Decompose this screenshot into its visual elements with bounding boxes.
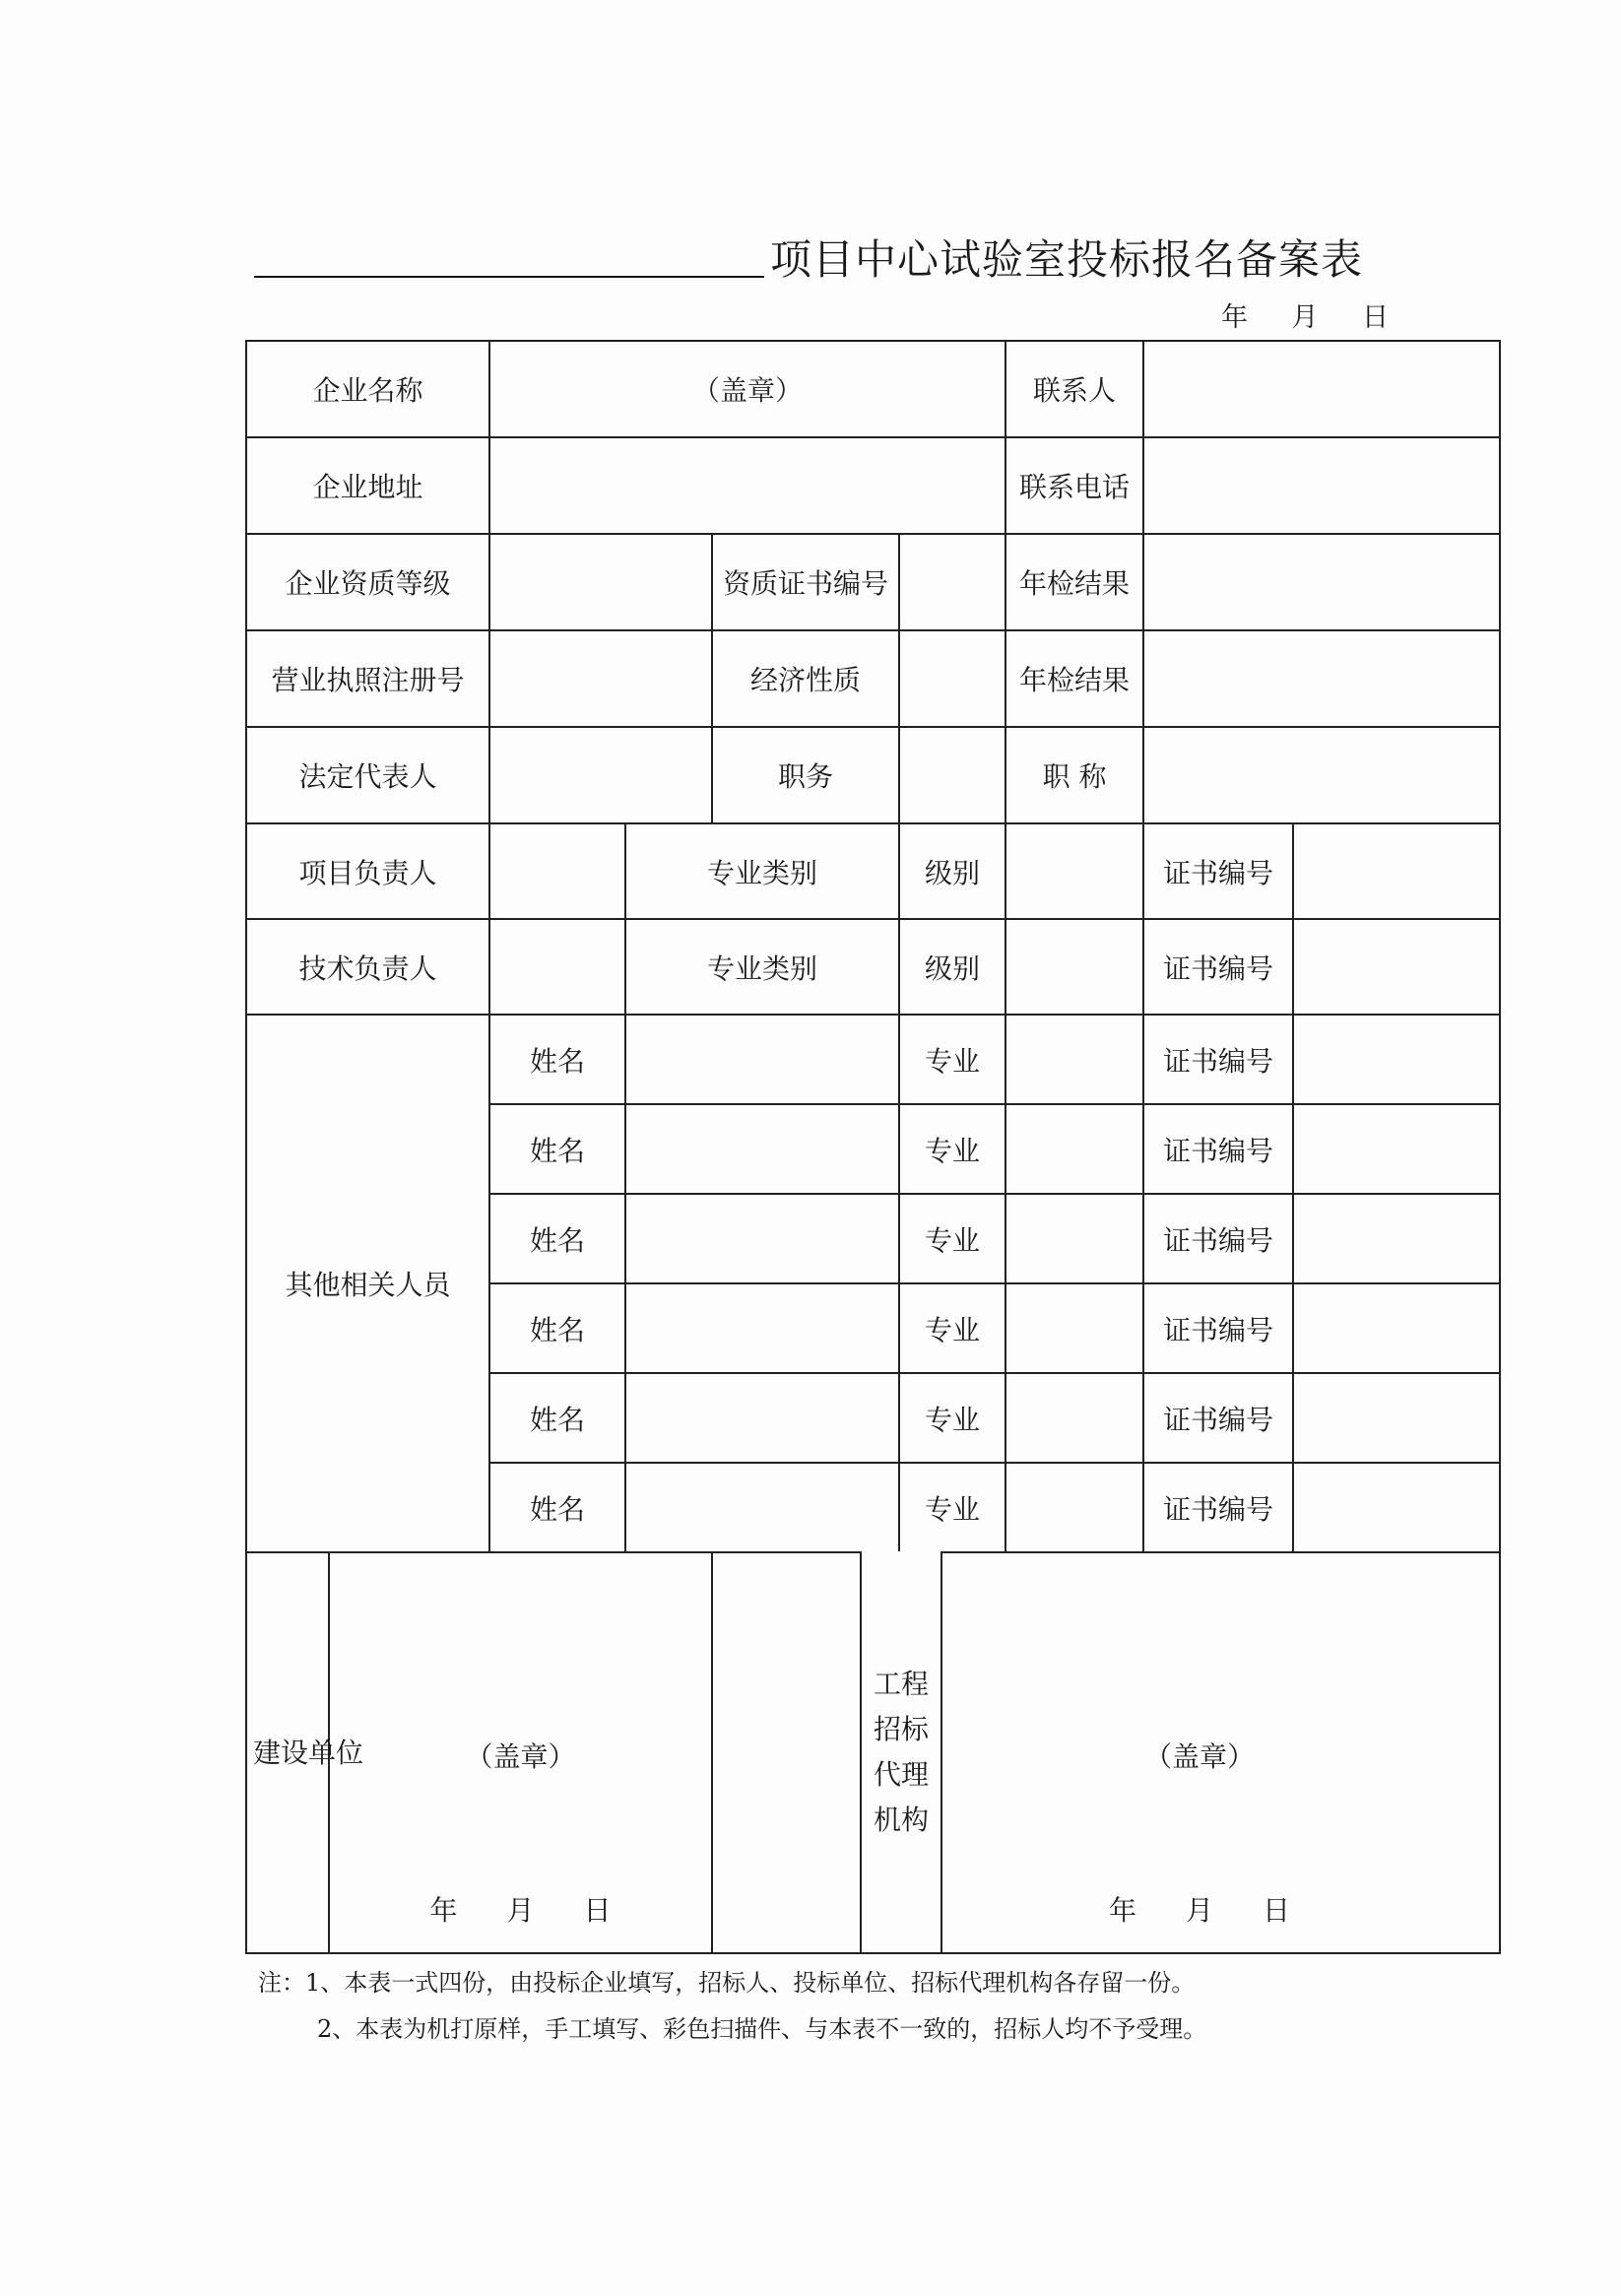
economic-field[interactable] xyxy=(899,630,1005,727)
other-name-field[interactable] xyxy=(625,1194,899,1283)
other-name-field[interactable] xyxy=(625,1104,899,1194)
other-major-label: 专业 xyxy=(899,1283,1005,1373)
other-name-field[interactable] xyxy=(625,1015,899,1104)
other-major-field[interactable] xyxy=(1005,1104,1143,1194)
other-major-label: 专业 xyxy=(899,1194,1005,1283)
tech-lead-label: 技术负责人 xyxy=(246,919,489,1015)
row-legal-rep xyxy=(246,727,1500,823)
row-company-address xyxy=(246,437,1500,534)
project-lead-field[interactable] xyxy=(489,823,625,919)
legal-rep-field[interactable] xyxy=(489,727,712,823)
other-major-label: 专业 xyxy=(899,1015,1005,1104)
legal-rep-label: 法定代表人 xyxy=(246,727,489,823)
company-name-label: 企业名称 xyxy=(246,341,489,437)
other-cert-label: 证书编号 xyxy=(1143,1104,1293,1194)
project-lead-cert-field[interactable] xyxy=(1293,823,1500,919)
builder-label-text: 建设单位 xyxy=(253,1736,364,1769)
builder-date xyxy=(330,1889,711,1929)
other-cert-field[interactable] xyxy=(1293,1194,1500,1283)
other-name-label: 姓名 xyxy=(489,1104,625,1194)
other-major-label: 专业 xyxy=(899,1463,1005,1552)
tech-lead-cert-field[interactable] xyxy=(1293,919,1500,1015)
other-cert-field[interactable] xyxy=(1293,1104,1500,1194)
company-address-label: 企业地址 xyxy=(246,437,489,534)
title-label: 职 称 xyxy=(1005,727,1143,823)
builder-date-month: 月 xyxy=(506,1894,535,1927)
phone-label: 联系电话 xyxy=(1005,437,1143,534)
other-personnel-label: 其他相关人员 xyxy=(246,1015,489,1552)
company-name-field[interactable] xyxy=(489,341,1005,437)
other-name-field[interactable] xyxy=(625,1373,899,1463)
agency-label-text: 工程招标代理机构 xyxy=(873,1667,929,1836)
form-title: 项目中心试验室投标报名备案表 xyxy=(770,235,1364,284)
position-label: 职务 xyxy=(712,727,899,823)
other-cert-field[interactable] xyxy=(1293,1373,1500,1463)
other-major-field[interactable] xyxy=(1005,1373,1143,1463)
title-field[interactable] xyxy=(1143,727,1500,823)
row-project-lead xyxy=(246,823,1500,919)
annual-check-label: 年检结果 xyxy=(1005,534,1143,630)
other-name-label: 姓名 xyxy=(489,1194,625,1283)
tech-lead-field[interactable] xyxy=(489,919,625,1015)
other-name-field[interactable] xyxy=(625,1283,899,1373)
date-day: 日 xyxy=(1362,302,1389,333)
other-cert-field[interactable] xyxy=(1293,1015,1500,1104)
specialty-type-label: 专业类别 xyxy=(707,951,818,985)
contact-field[interactable] xyxy=(1143,341,1500,437)
qualification-field[interactable] xyxy=(489,534,712,630)
annual-check-field-2[interactable] xyxy=(1143,630,1500,727)
builder-stamp-area[interactable] xyxy=(329,1552,712,1953)
position-field[interactable] xyxy=(899,727,1005,823)
other-major-field[interactable] xyxy=(1005,1015,1143,1104)
license-field[interactable] xyxy=(489,630,712,727)
other-name-label: 姓名 xyxy=(489,1283,625,1373)
tech-lead-level-label: 级别 xyxy=(899,919,1005,1015)
other-name-field[interactable] xyxy=(625,1463,899,1552)
other-cert-label: 证书编号 xyxy=(1143,1194,1293,1283)
other-major-field[interactable] xyxy=(1005,1283,1143,1373)
other-cert-label: 证书编号 xyxy=(1143,1463,1293,1552)
project-lead-label: 项目负责人 xyxy=(246,823,489,919)
page-title xyxy=(254,219,1387,288)
license-label: 营业执照注册号 xyxy=(246,630,489,727)
builder-date-day: 日 xyxy=(583,1894,612,1927)
agency-date-day: 日 xyxy=(1263,1894,1291,1927)
other-person-row xyxy=(246,1015,1500,1104)
agency-date xyxy=(900,1889,1499,1929)
other-cert-label: 证书编号 xyxy=(1143,1283,1293,1373)
agency-stamp-area[interactable] xyxy=(899,1552,1500,1953)
row-company-name xyxy=(246,341,1500,437)
builder-date-year: 年 xyxy=(429,1894,458,1927)
qualification-cert-label: 资质证书编号 xyxy=(712,534,899,630)
note-1: 注：1、本表一式四份，由投标企业填写，招标人、投标单位、招标代理机构各存留一份。 xyxy=(258,1969,1196,1997)
tech-lead-specialty[interactable] xyxy=(625,919,899,1015)
phone-field[interactable] xyxy=(1143,437,1500,534)
company-stamp: （盖章） xyxy=(692,374,804,407)
project-name-blank[interactable] xyxy=(254,276,764,278)
builder-label xyxy=(246,1552,364,1953)
economic-label: 经济性质 xyxy=(712,630,899,727)
tech-lead-cert-label: 证书编号 xyxy=(1143,919,1293,1015)
agency-stamp: （盖章） xyxy=(1144,1740,1256,1773)
other-major-label: 专业 xyxy=(899,1373,1005,1463)
other-name-label: 姓名 xyxy=(489,1015,625,1104)
project-lead-level-label: 级别 xyxy=(899,823,1005,919)
specialty-type-label: 专业类别 xyxy=(707,856,818,889)
company-address-field[interactable] xyxy=(489,437,1005,534)
tech-lead-level-field[interactable] xyxy=(1005,919,1143,1015)
other-cert-label: 证书编号 xyxy=(1143,1373,1293,1463)
agency-date-year: 年 xyxy=(1109,1894,1137,1927)
date-year: 年 xyxy=(1221,302,1248,333)
agency-date-month: 月 xyxy=(1186,1894,1214,1927)
project-lead-cert-label: 证书编号 xyxy=(1143,823,1293,919)
row-tech-lead xyxy=(246,919,1500,1015)
agency-label xyxy=(860,1551,942,1952)
note-2: 2、本表为机打原样，手工填写、彩色扫描件、与本表不一致的，招标人均不予受理。 xyxy=(317,2015,1207,2043)
other-major-field[interactable] xyxy=(1005,1194,1143,1283)
qualification-cert-field[interactable] xyxy=(899,534,1005,630)
row-license xyxy=(246,630,1500,727)
date-month: 月 xyxy=(1291,302,1319,333)
other-cert-field[interactable] xyxy=(1293,1463,1500,1552)
qualification-label: 企业资质等级 xyxy=(246,534,489,630)
builder-stamp: （盖章） xyxy=(465,1740,576,1773)
other-major-label: 专业 xyxy=(899,1104,1005,1194)
other-name-label: 姓名 xyxy=(489,1373,625,1463)
annual-check-label-2: 年检结果 xyxy=(1005,630,1143,727)
other-name-label: 姓名 xyxy=(489,1463,625,1552)
other-major-field[interactable] xyxy=(1005,1463,1143,1552)
form-date xyxy=(1221,295,1389,335)
annual-check-field[interactable] xyxy=(1143,534,1500,630)
other-cert-field[interactable] xyxy=(1293,1283,1500,1373)
project-lead-specialty[interactable] xyxy=(625,823,899,919)
row-qualification xyxy=(246,534,1500,630)
contact-label: 联系人 xyxy=(1005,341,1143,437)
notes xyxy=(258,1960,1440,2053)
project-lead-level-field[interactable] xyxy=(1005,823,1143,919)
other-cert-label: 证书编号 xyxy=(1143,1015,1293,1104)
